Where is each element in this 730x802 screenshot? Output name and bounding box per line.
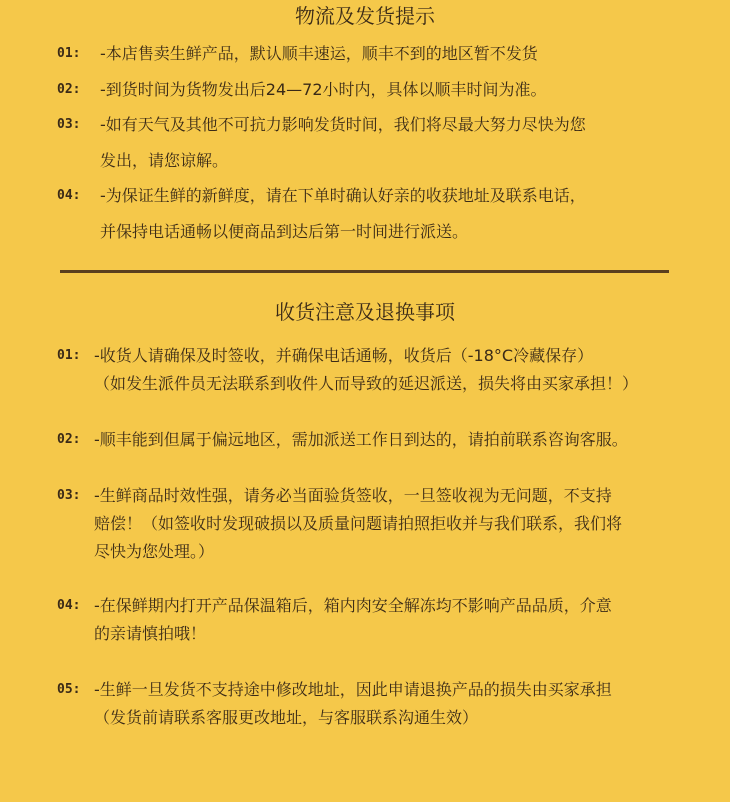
item-number: 04: (57, 188, 81, 203)
section-title-shipping: 物流及发货提示 (295, 4, 435, 28)
item-text (100, 78, 547, 102)
item-line: -生鲜商品时效性强，请务必当面验货签收，一旦签收视为无问题，不支持 (94, 486, 612, 505)
section-divider (60, 270, 669, 273)
item-number: 03: (57, 488, 81, 503)
item-number: 02: (57, 432, 81, 447)
item-text (100, 42, 538, 66)
item-line: -顺丰能到但属于偏远地区，需加派送工作日到达的，请拍前联系咨询客服。 (94, 430, 628, 449)
item-text (94, 484, 622, 564)
item-line: -生鲜一旦发货不支持途中修改地址，因此申请退换产品的损失由买家承担 (94, 680, 612, 699)
item-number: 01: (57, 46, 81, 61)
item-number: 01: (57, 348, 81, 363)
item-line: 尽快为您处理。） (94, 542, 215, 561)
item-line: 并保持电话通畅以便商品到达后第一时间进行派送。 (100, 222, 469, 241)
item-line: -如有天气及其他不可抗力影响发货时间，我们将尽最大努力尽快为您 (100, 115, 586, 134)
section-title-returns: 收货注意及退换事项 (275, 300, 455, 324)
item-text (94, 678, 612, 730)
item-text (94, 344, 638, 396)
item-line: （如发生派件员无法联系到收件人而导致的延迟派送，损失将由买家承担！） (94, 374, 639, 393)
item-line: 的亲请慎拍哦！ (94, 624, 207, 643)
item-text (94, 594, 612, 646)
item-number: 02: (57, 82, 81, 97)
item-text (100, 113, 586, 173)
item-number: 05: (57, 682, 81, 697)
item-number: 04: (57, 598, 81, 613)
item-line: -到货时间为货物发出后24—72小时内，具体以顺丰时间为准。 (100, 80, 547, 99)
item-line: -在保鲜期内打开产品保温箱后，箱内肉安全解冻均不影响产品品质，介意 (94, 596, 612, 615)
item-line: -为保证生鲜的新鲜度，请在下单时确认好亲的收获地址及联系电话， (100, 186, 586, 205)
item-text (100, 184, 586, 244)
item-line: 赔偿！（如签收时发现破损以及质量问题请拍照拒收并与我们联系，我们将 (94, 514, 623, 533)
item-number: 03: (57, 117, 81, 132)
item-line: -本店售卖生鲜产品，默认顺丰速运，顺丰不到的地区暂不发货 (100, 44, 538, 63)
item-line: （发货前请联系客服更改地址，与客服联系沟通生效） (94, 708, 479, 727)
item-line: 发出，请您谅解。 (100, 151, 229, 170)
item-line: -收货人请确保及时签收，并确保电话通畅，收货后（-18°C冷藏保存） (94, 346, 594, 365)
item-text (94, 428, 628, 452)
